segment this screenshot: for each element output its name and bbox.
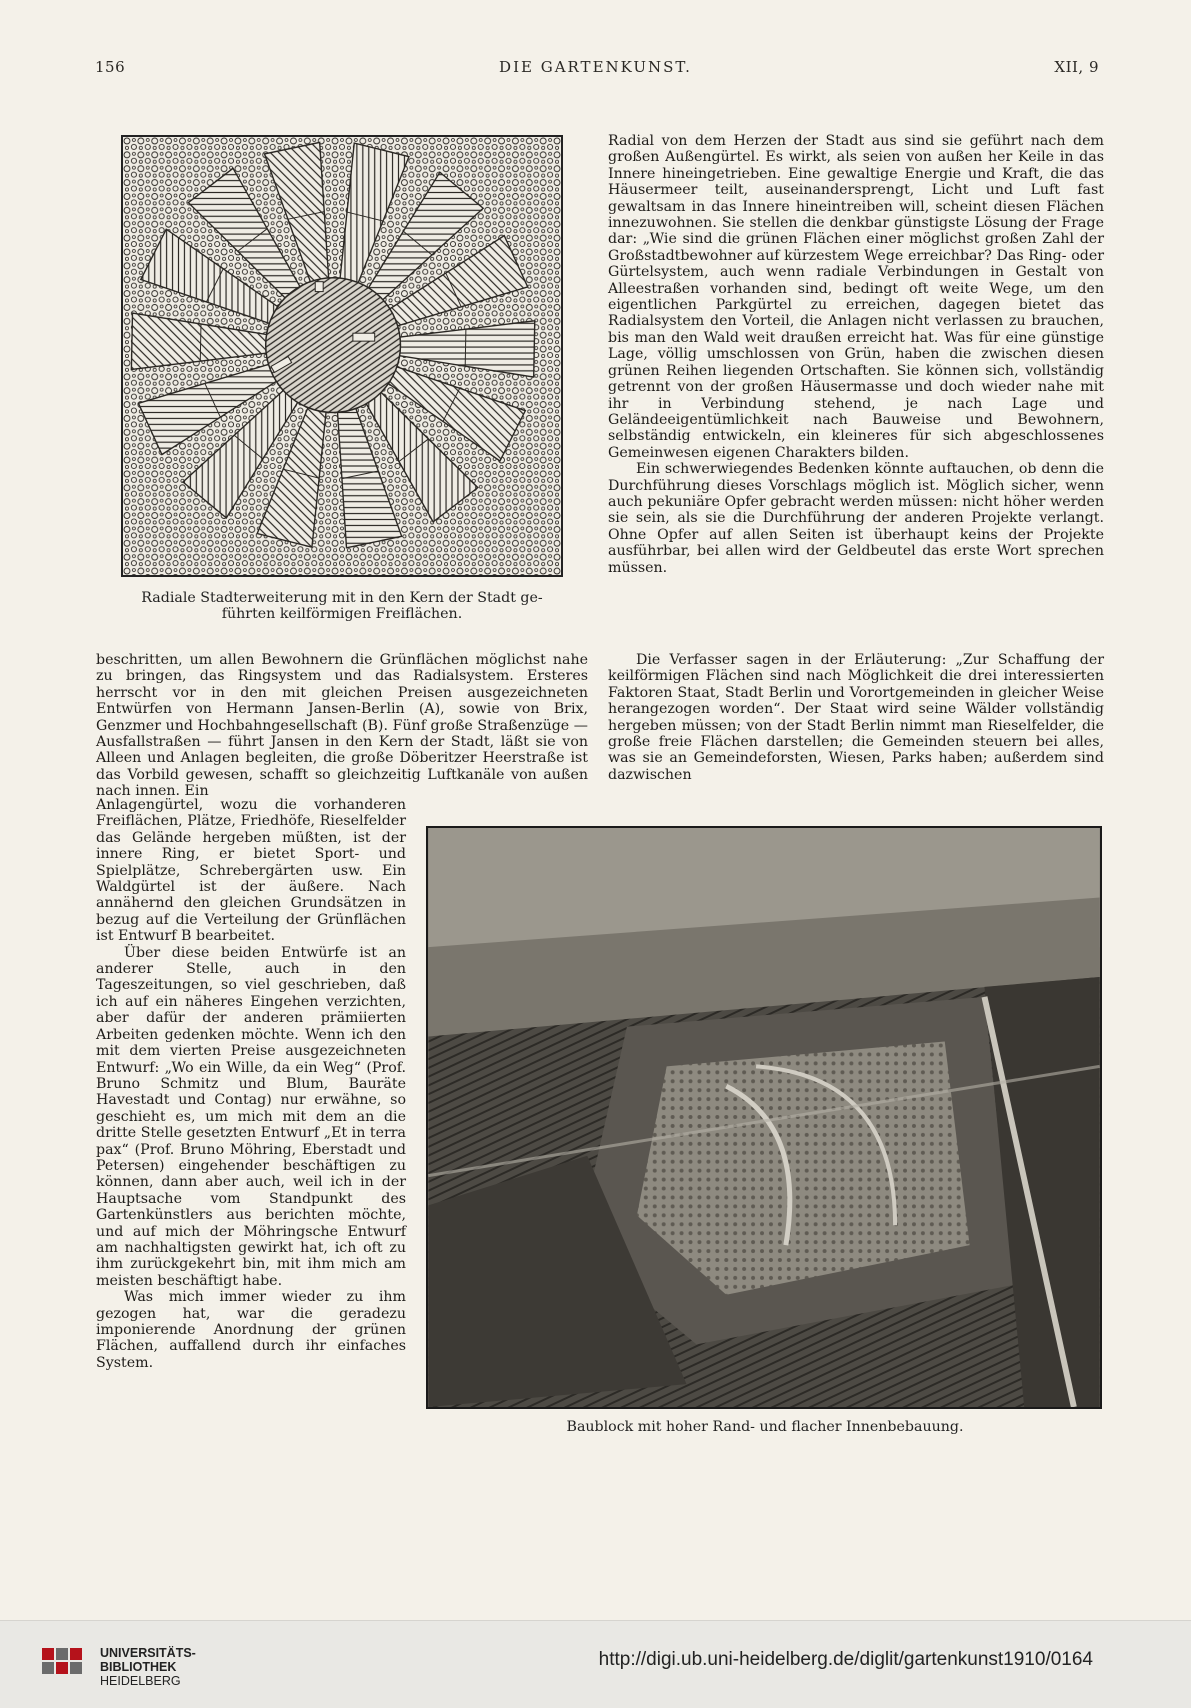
paragraph: beschritten, um allen Bewohnern die Grünflächen möglichst nahe zu bringen, das Ringsystem und das Radialsystem. Ersteres herrscht vor in den mit gleichen Preisen ausgezeichneten Entwürfen von Hermann Jansen-Berlin (A), sowie von Brix, Genzmer und Hochbahngesellschaft (B). Fünf große Straßenzüge — Ausfallstraßen — führt Jansen in den Kern der Stadt, läßt sie von Alleen und Anlagen begleiten, die große Döberitzer Heerstraße ist das Vorbild gewesen, schafft so gleichzeitig Luftkanäle von außen nach innen. Ein xyxy=(96,652,588,800)
article-column-left-narrow xyxy=(96,797,406,1371)
institution-line: BIBLIOTHEK xyxy=(100,1660,177,1674)
radial-expansion-diagram xyxy=(121,135,563,577)
article-column-right-middle xyxy=(608,652,1104,783)
institution-line: HEIDELBERG xyxy=(100,1674,181,1688)
paragraph: Über diese beiden Entwürfe ist an anderer Stelle, auch in den Tageszeitungen, so viel geschrieben, daß ich auf ein näheres Eingehen verzichten, aber dafür der anderen prämiierten Arbeiten gedenken möchte. Wenn ich den mit dem vierten Preise ausgezeichneten Entwurf: „Wo ein Wille, da ein Weg“ (Prof. Bruno Schmitz und Blum, Bauräte Havestadt und Contag) nur erwähne, so geschieht es, um mich mit dem an die dritte Stelle gesetzten Entwurf „Et in terra pax“ (Prof. Bruno Möhring, Eberstadt und Petersen) eingehender beschäftigen zu können, dann aber auch, weil ich in der Hauptsache vom Standpunkt des Gartenkünstlers aus berichten möchte, und auf mich der Möhringsche Entwurf am nachhaltigsten gewirkt hat, ich oft zu ihm zurückgekehrt bin, mit ihm mich am meisten beschäftigt habe. xyxy=(96,944,406,1289)
caption-line-1: Radiale Stadterweiterung mit in den Kern der Stadt ge- xyxy=(141,590,543,606)
institution-line: UNIVERSITÄTS- xyxy=(100,1646,196,1660)
journal-title: DIE GARTENKUNST. xyxy=(499,58,692,76)
heidelberg-library-logo-icon xyxy=(40,1646,86,1686)
paragraph: Radial von dem Herzen der Stadt aus sind sie geführt nach dem großen Außengürtel. Es wirkt, als seien von außen her Keile in das Innere hineingetrieben. Eine gewaltige Energie und Kraft, die das Häusermeer teilt, auseinandersprengt, Licht und Luft fast gewaltsam in das Innere hineintreiben will, scheint diesen Flächen innezuwohnen. Sie stellen die denkbar günstigste Lösung der Frage dar: „Wie sind die grünen Flächen einer möglichst großen Zahl der Großstadtbewohner auf kürzestem Wege erreichbar? Das Ring- oder Gürtelsystem, auch wenn radiale Verbindungen in Gestalt von Alleestraßen vorhanden sind, bedingt oft weite Wege, um den eigentlichen Parkgürtel zu erreichen, dagegen bietet das Radialsystem den Vorteil, die Anlagen nicht verlassen zu brauchen, bis man den Wald weit draußen erreicht hat. Was für eine günstige Lage, völlig umschlossen von Grün, haben die zwischen diesen grünen Reihen liegenden Ortschaften. Sie können sich, vollständig getrennt von der großen Häusermasse und doch wieder nahe mit ihr in Verbindung stehend, je nach Lage und Geländeeigentümlichkeit nach Bauweise und Bewohnern, selbständig entwickeln, ein kleineres für sich abgeschlossenes Gemeinwesen eigenen Charakters bilden. xyxy=(608,133,1104,461)
figure-caption-radial xyxy=(100,590,584,623)
permalink-url[interactable]: http://digi.ub.uni-heidelberg.de/diglit/gartenkunst1910/0164 xyxy=(598,1649,1093,1670)
institution-name xyxy=(100,1646,196,1688)
issue-number: XII, 9 xyxy=(1054,58,1099,76)
article-column-top-right xyxy=(608,133,1104,576)
paragraph: Was mich immer wieder zu ihm gezogen hat, war die geradezu imponierende Anordnung der grünen Flächen, auffallend durch ihr einfaches System. xyxy=(96,1289,406,1371)
aerial-housing-block-illustration xyxy=(426,826,1102,1409)
paragraph: Anlagengürtel, wozu die vorhanderen Freiflächen, Plätze, Friedhöfe, Rieselfelder das Gelände hergeben müßten, ist der innere Ring, er bietet Sport- und Spielplätze, Schrebergärten usw. Ein Waldgürtel ist der äußere. Nach annähernd den gleichen Grundsätzen in bezug auf die Verteilung der Grünflächen ist Entwurf B bearbeitet. xyxy=(96,797,406,945)
figure-caption-aerial: Baublock mit hoher Rand- und flacher Innenbebauung. xyxy=(566,1419,964,1435)
article-column-left-middle xyxy=(96,652,588,800)
page-number: 156 xyxy=(95,58,126,76)
paragraph: Die Verfasser sagen in der Erläuterung: „Zur Schaffung der keilförmigen Flächen sind nach Möglichkeit die drei interessierten Faktoren Staat, Stadt Berlin und Vorortgemeinden in gleicher Weise herangezogen worden“. Der Staat wird seine Wälder vollständig hergeben müssen; von der Stadt Berlin nimmt man Rieselfelder, die große freie Flächen darstellen; die Gemeinden steuern bei alles, was sie an Gemeindeforsten, Wiesen, Parks haben; außerdem sind dazwischen xyxy=(608,652,1104,783)
caption-line-2: führten keilförmigen Freiflächen. xyxy=(221,606,463,623)
paragraph: Ein schwerwiegendes Bedenken könnte auftauchen, ob denn die Durchführung dieses Vorschlags möglich ist. Möglich sicher, wenn auch pekuniäre Opfer gebracht werden müssen: nicht höher werden sie sein, als sie die Durchführung der anderen Projekte verlangt. Ohne Opfer auf allen Seiten ist überhaupt keins der Projekte ausführbar, bei allen wird der Geldbeutel das erste Wort sprechen müssen. xyxy=(608,461,1104,576)
